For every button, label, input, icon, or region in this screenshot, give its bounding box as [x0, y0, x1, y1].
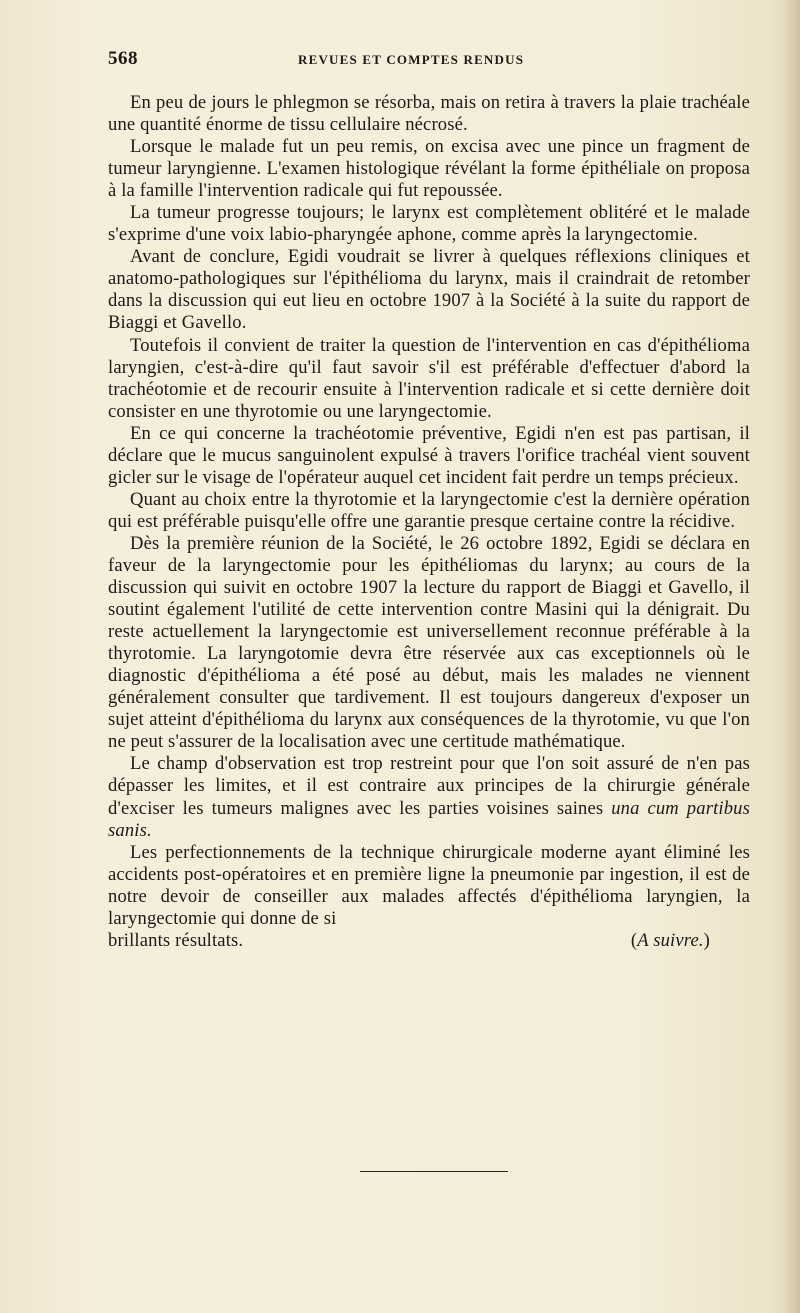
closing-line — [108, 930, 750, 952]
article-body — [108, 92, 750, 952]
paragraph: La tumeur progresse toujours; le larynx est complètement oblitéré et le malade s'exprime d'une voix labio-pharyngée aphone, comme après la laryngectomie. — [108, 202, 750, 246]
paragraph: Dès la première réunion de la Société, le 26 octobre 1892, Egidi se déclara en faveur de la laryngectomie pour les épithéliomas du larynx; au cours de la discussion qui suivit en octobre 1907 la lecture du rapport de Biaggi et Gavello, il soutint également l'utilité de cette intervention contre Masini qui la dénigrait. Du reste actuellement la laryngectomie est universellement reconnue préférable à la thyrotomie. La laryngotomie devra être réservée aux cas exceptionnels où le diagnostic d'épithélioma a été posé au début, mais les malades ne viennent généralement consulter que tardivement. Il est toujours dangereux d'exposer un sujet atteint d'épithélioma du larynx aux conséquences de la thyrotomie, vu que l'on ne peut s'assurer de la localisation avec une certitude mathématique. — [108, 532, 750, 753]
paragraph — [108, 753, 750, 841]
page-number: 568 — [108, 48, 138, 69]
paragraph: Avant de conclure, Egidi voudrait se livrer à quelques réflexions cliniques et anatomo-pathologiques sur l'épithélioma du larynx, mais il craindrait de retomber dans la discussion qui eut lieu en octobre 1907 à la Société à la suite du rapport de Biaggi et Gavello. — [108, 246, 750, 334]
continuation-note: (A suivre.) — [630, 929, 710, 951]
paragraph: En peu de jours le phlegmon se résorba, mais on retira à travers la plaie trachéale une quantité énorme de tissu cellulaire nécrosé. — [108, 92, 750, 136]
paragraph: Quant au choix entre la thyrotomie et la laryngectomie c'est la dernière opération qui est préférable puisqu'elle offre une garantie presque certaine contre la récidive. — [108, 488, 750, 532]
latin-phrase: una cum partibus sanis. — [108, 797, 750, 841]
closing-text: brillants résultats. — [108, 929, 244, 951]
paragraph: En ce qui concerne la trachéotomie préventive, Egidi n'en est pas partisan, il déclare que le mucus sanguinolent expulsé à travers l'orifice trachéal vient souvent gicler sur le visage de l'opérateur auquel cet incident fait perdre un temps précieux. — [108, 422, 750, 488]
paragraph-text: Les perfectionnements de la technique chirurgicale moderne ayant éliminé les accidents post-opératoires et en première ligne la pneumonie par ingestion, il est de notre devoir de conseiller aux malades affectés d'épithélioma laryngien, la laryngectomie qui donne de si — [108, 841, 750, 929]
end-rule — [360, 1171, 508, 1172]
paragraph-text: Le champ d'observation est trop restreint pour que l'on soit assuré de n'en pas dépasser les limites, et il est contraire aux principes de la chirurgie générale d'exciser les tumeurs malignes avec les parties voisines saines — [108, 753, 750, 819]
running-title: REVUES ET COMPTES RENDUS — [298, 52, 525, 67]
paragraph: Lorsque le malade fut un peu remis, on excisa avec une pince un fragment de tumeur laryngienne. L'examen histologique révélant la forme épithéliale on proposa à la famille l'intervention radicale qui fut repoussée. — [108, 136, 750, 202]
paragraph — [108, 842, 750, 930]
page-edge-shadow — [782, 0, 800, 1313]
paragraph: Toutefois il convient de traiter la question de l'intervention en cas d'épithélioma laryngien, c'est-à-dire qu'il faut savoir s'il est préférable d'effectuer d'abord la trachéotomie et de recourir ensuite à l'intervention radicale et si cette dernière doit consister en une thyrotomie ou une laryngectomie. — [108, 334, 750, 422]
page-header — [108, 48, 758, 74]
